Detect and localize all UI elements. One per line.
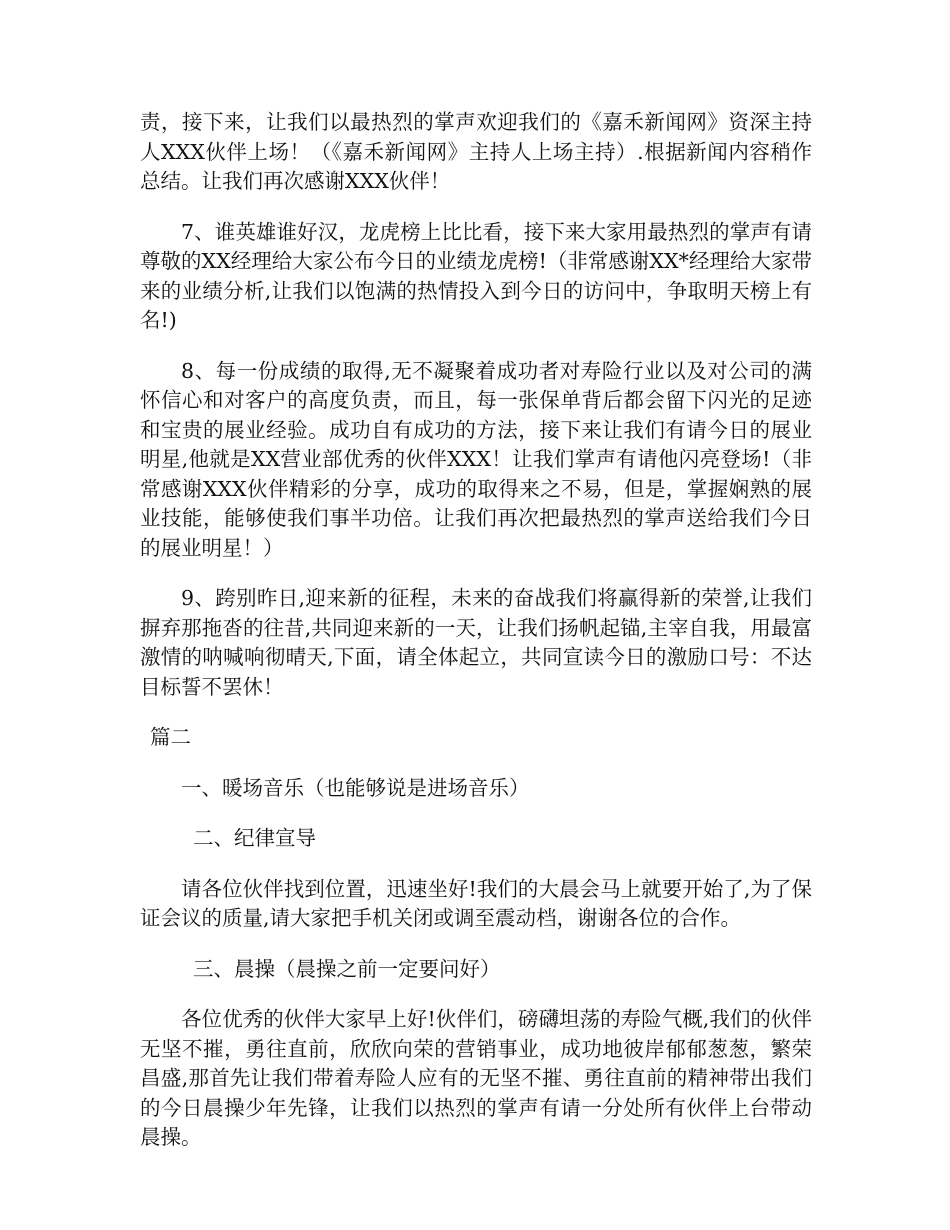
section-title: 篇二 xyxy=(150,725,191,749)
paragraph-morning-exercise: 各位优秀的伙伴大家早上好!伙伴们，磅礴坦荡的寿险气概,我们的伙伴无坚不摧，勇往直前，欣欣向荣的营销事业，成功地彼岸郁郁葱葱，繁荣昌盛,那首先让我们带着寿险人应有的无坚不摧、勇往直前的精神带出我们的今日晨操少年先锋，让我们以热烈的掌声有请一分处所有伙伴上台带动晨操。 xyxy=(140,1007,812,1149)
paragraph-item-9: 9、跨别昨日,迎来新的征程，未来的奋战我们将赢得新的荣誉,让我们摒弃那拖沓的往昔,共同迎来新的一天，让我们扬帆起锚,主宰自我，用最富激情的呐喊响彻晴天,下面，请全体起立，共同宣读今日的激励口号：不达目标誓不罢休！ xyxy=(140,586,812,699)
heading-discipline: 二、纪律宣导 xyxy=(193,826,316,850)
paragraph-intro: 责，接下来，让我们以最热烈的掌声欢迎我们的《嘉禾新闻网》资深主持人XXX伙伴上场！（《嘉禾新闻网》主持人上场主持）.根据新闻内容稍作总结。让我们再次感谢XXX伙伴！ xyxy=(140,110,812,193)
paragraph-item-7: 7、谁英雄谁好汉，龙虎榜上比比看，接下来大家用最热烈的掌声有请尊敬的XX经理给大家公布今日的业绩龙虎榜!（非常感谢XX*经理给大家带来的业绩分析,让我们以饱满的热情投入到今日的访问中，争取明天榜上有名!) xyxy=(140,219,812,332)
heading-morning-exercise: 三、晨操（晨操之前一定要问好） xyxy=(193,956,501,981)
heading-warmup-music: 一、暖场音乐（也能够说是进场音乐） xyxy=(181,775,530,800)
paragraph-discipline: 请各位伙伴找到位置，迅速坐好!我们的大晨会马上就要开始了,为了保证会议的质量,请大家把手机关闭或调至震动档，谢谢各位的合作。 xyxy=(140,876,812,930)
document-body xyxy=(140,108,812,1174)
paragraph-item-8: 8、每一份成绩的取得,无不凝聚着成功者对寿险行业以及对公司的满怀信心和对客户的高度负责，而且，每一张保单背后都会留下闪光的足迹和宝贵的展业经验。成功自有成功的方法，接下来让我们有请今日的展业明星,他就是XX营业部优秀的伙伴XXX！让我们掌声有请他闪亮登场!（非常感谢XXX伙伴精彩的分享，成功的取得来之不易，但是，掌握娴熟的展业技能，能够使我们事半功倍。让我们再次把最热烈的掌声送给我们今日的展业明星！） xyxy=(140,358,812,560)
